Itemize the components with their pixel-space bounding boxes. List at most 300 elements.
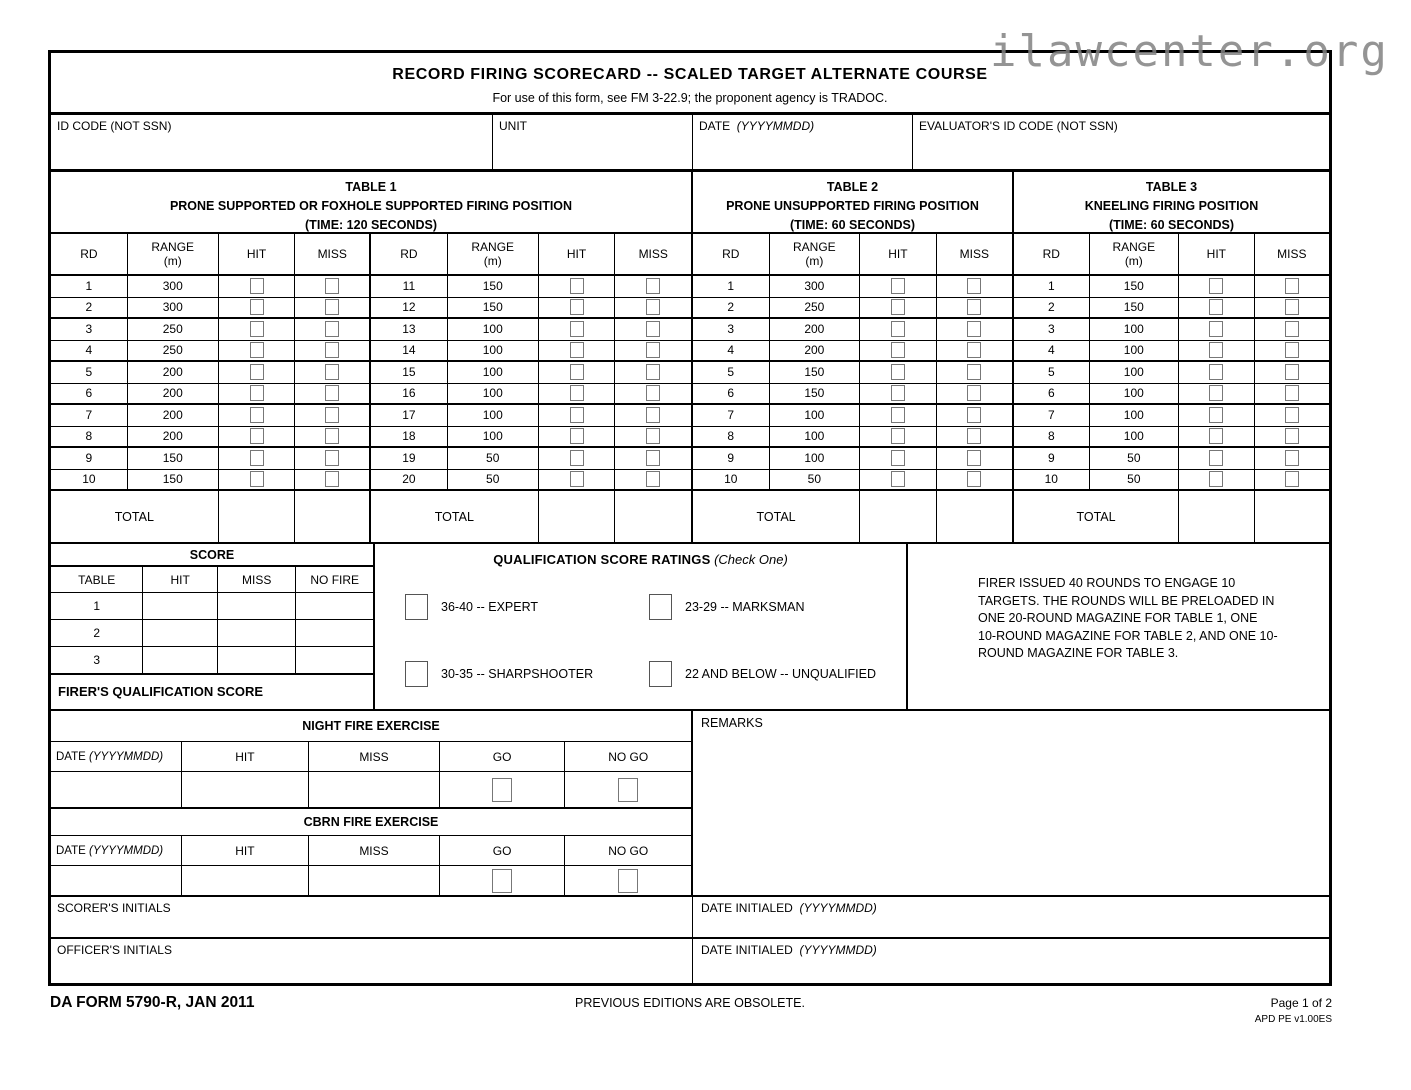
hit-total-cell[interactable] bbox=[1179, 491, 1255, 542]
range-cell: 200 bbox=[770, 341, 861, 363]
officer-initials-row bbox=[51, 939, 1329, 983]
hit-checkbox[interactable] bbox=[570, 407, 584, 423]
rd-cell: 10 bbox=[51, 470, 128, 492]
rd-cell: 2 bbox=[693, 298, 770, 320]
firing-table-3 bbox=[1014, 172, 1329, 542]
hit-checkbox[interactable] bbox=[250, 299, 264, 315]
miss-checkbox[interactable] bbox=[646, 299, 660, 315]
hit-checkbox[interactable] bbox=[570, 450, 584, 466]
night-fire-date-cell[interactable] bbox=[51, 772, 182, 807]
hit-cell bbox=[860, 341, 937, 363]
officer-date-initialed-field[interactable] bbox=[693, 939, 1329, 983]
score-col-miss: MISS bbox=[218, 567, 297, 593]
column-header: RD bbox=[51, 234, 128, 276]
miss-checkbox[interactable] bbox=[325, 450, 339, 466]
miss-checkbox[interactable] bbox=[325, 299, 339, 315]
hit-checkbox[interactable] bbox=[570, 428, 584, 444]
miss-checkbox[interactable] bbox=[1285, 321, 1299, 337]
miss-cell bbox=[937, 427, 1012, 449]
miss-checkbox[interactable] bbox=[325, 278, 339, 294]
miss-checkbox[interactable] bbox=[967, 428, 981, 444]
miss-checkbox[interactable] bbox=[967, 407, 981, 423]
miss-cell bbox=[1255, 384, 1329, 406]
miss-checkbox[interactable] bbox=[646, 278, 660, 294]
hit-checkbox[interactable] bbox=[1209, 278, 1223, 294]
rd-cell: 15 bbox=[371, 362, 448, 384]
total-label: TOTAL bbox=[1014, 491, 1179, 542]
hit-checkbox[interactable] bbox=[891, 450, 905, 466]
miss-cell bbox=[295, 427, 371, 449]
cbrn-fire-date-format: (YYYYMMDD) bbox=[89, 844, 164, 857]
miss-checkbox[interactable] bbox=[646, 450, 660, 466]
firer-qualification-score-label: FIRER'S QUALIFICATION SCORE bbox=[58, 684, 264, 699]
miss-checkbox[interactable] bbox=[1285, 471, 1299, 487]
hit-checkbox[interactable] bbox=[250, 278, 264, 294]
hit-checkbox[interactable] bbox=[1209, 299, 1223, 315]
miss-cell bbox=[295, 319, 371, 341]
range-cell: 150 bbox=[448, 298, 539, 320]
hit-cell bbox=[860, 319, 937, 341]
miss-cell bbox=[937, 384, 1012, 406]
score-table1-hit-cell[interactable] bbox=[143, 593, 218, 620]
score-table1-miss-cell[interactable] bbox=[218, 593, 297, 620]
miss-cell bbox=[615, 319, 691, 341]
miss-cell bbox=[295, 276, 371, 298]
range-cell: 100 bbox=[448, 362, 539, 384]
table-3-time: (TIME: 60 SECONDS) bbox=[1108, 218, 1234, 232]
officer-initials-field[interactable] bbox=[51, 939, 693, 983]
range-cell: 300 bbox=[128, 276, 219, 298]
miss-cell bbox=[1255, 298, 1329, 320]
score-row-label: 2 bbox=[51, 620, 143, 647]
hit-checkbox[interactable] bbox=[891, 385, 905, 401]
table-3-header bbox=[1014, 172, 1329, 234]
miss-checkbox[interactable] bbox=[646, 321, 660, 337]
cbrn-fire-date-cell[interactable] bbox=[51, 866, 182, 895]
hit-cell bbox=[860, 470, 937, 492]
table-1-header bbox=[51, 172, 691, 234]
hit-cell bbox=[539, 319, 616, 341]
qualification-title-text: QUALIFICATION SCORE RATINGS bbox=[493, 552, 711, 567]
cbrn-fire-nogo-header: NO GO bbox=[565, 836, 691, 866]
miss-checkbox[interactable] bbox=[967, 364, 981, 380]
hit-checkbox[interactable] bbox=[1209, 450, 1223, 466]
sharpshooter-checkbox[interactable] bbox=[405, 661, 428, 687]
cbrn-fire-miss-cell[interactable] bbox=[309, 866, 440, 895]
night-fire-nogo-cell bbox=[565, 772, 691, 807]
miss-cell bbox=[937, 341, 1012, 363]
range-cell: 200 bbox=[128, 427, 219, 449]
miss-cell bbox=[615, 448, 691, 470]
column-header: RD bbox=[1014, 234, 1090, 276]
hit-checkbox[interactable] bbox=[1209, 428, 1223, 444]
rd-cell: 3 bbox=[693, 319, 770, 341]
rd-cell: 20 bbox=[371, 470, 448, 492]
miss-checkbox[interactable] bbox=[646, 364, 660, 380]
cbrn-fire-go-checkbox[interactable] bbox=[492, 869, 512, 893]
range-cell: 150 bbox=[128, 448, 219, 470]
range-cell: 100 bbox=[448, 341, 539, 363]
miss-checkbox[interactable] bbox=[646, 342, 660, 358]
hit-cell bbox=[1179, 427, 1255, 449]
hit-checkbox[interactable] bbox=[250, 428, 264, 444]
hit-cell bbox=[219, 276, 296, 298]
miss-cell bbox=[1255, 276, 1329, 298]
table-1-title: TABLE 1 bbox=[345, 180, 397, 194]
hit-checkbox[interactable] bbox=[891, 471, 905, 487]
cbrn-fire-hit-header: HIT bbox=[182, 836, 310, 866]
range-cell: 100 bbox=[770, 427, 861, 449]
unqualified-checkbox[interactable] bbox=[649, 661, 672, 687]
night-fire-nogo-checkbox[interactable] bbox=[618, 778, 638, 802]
miss-checkbox[interactable] bbox=[1285, 342, 1299, 358]
rd-cell: 1 bbox=[1014, 276, 1090, 298]
miss-cell bbox=[615, 298, 691, 320]
rd-cell: 5 bbox=[51, 362, 128, 384]
miss-cell bbox=[615, 362, 691, 384]
miss-checkbox[interactable] bbox=[1285, 407, 1299, 423]
hit-cell bbox=[860, 427, 937, 449]
scorer-initials-row bbox=[51, 897, 1329, 939]
range-cell: 250 bbox=[770, 298, 861, 320]
column-header: MISS bbox=[937, 234, 1012, 276]
id-code-label: ID CODE (NOT SSN) bbox=[57, 119, 172, 133]
miss-cell bbox=[937, 405, 1012, 427]
unqualified-label: 22 AND BELOW -- UNQUALIFIED bbox=[685, 667, 877, 681]
score-table3-nofire-cell[interactable] bbox=[296, 647, 373, 674]
hit-checkbox[interactable] bbox=[891, 364, 905, 380]
range-cell: 100 bbox=[770, 405, 861, 427]
rd-cell: 7 bbox=[1014, 405, 1090, 427]
hit-total-cell[interactable] bbox=[539, 491, 616, 542]
miss-total-cell[interactable] bbox=[295, 491, 371, 542]
scorer-date-initialed-field[interactable] bbox=[693, 897, 1329, 937]
hit-checkbox[interactable] bbox=[891, 299, 905, 315]
hit-cell bbox=[539, 298, 616, 320]
hit-checkbox[interactable] bbox=[1209, 471, 1223, 487]
range-cell: 150 bbox=[128, 470, 219, 492]
hit-checkbox[interactable] bbox=[570, 321, 584, 337]
night-fire-hit-cell[interactable] bbox=[182, 772, 310, 807]
score-title: SCORE bbox=[51, 544, 373, 567]
rd-cell: 4 bbox=[1014, 341, 1090, 363]
range-cell: 50 bbox=[770, 470, 861, 492]
range-cell: 150 bbox=[1090, 276, 1179, 298]
date-initialed-format: (YYYYMMDD) bbox=[799, 943, 877, 957]
miss-checkbox[interactable] bbox=[325, 364, 339, 380]
hit-checkbox[interactable] bbox=[1209, 342, 1223, 358]
range-cell: 250 bbox=[128, 341, 219, 363]
miss-checkbox[interactable] bbox=[967, 471, 981, 487]
score-row-label: 3 bbox=[51, 647, 143, 674]
date-initialed-format: (YYYYMMDD) bbox=[799, 901, 877, 915]
range-cell: 250 bbox=[128, 319, 219, 341]
rd-cell: 1 bbox=[693, 276, 770, 298]
firing-table-2-grid bbox=[693, 234, 1012, 542]
hit-cell bbox=[860, 405, 937, 427]
obsolete-notice: PREVIOUS EDITIONS ARE OBSOLETE. bbox=[575, 996, 805, 1010]
miss-checkbox[interactable] bbox=[967, 299, 981, 315]
column-header: MISS bbox=[1255, 234, 1329, 276]
rd-cell: 6 bbox=[51, 384, 128, 406]
miss-cell bbox=[615, 341, 691, 363]
miss-checkbox[interactable] bbox=[325, 321, 339, 337]
range-cell: 200 bbox=[770, 319, 861, 341]
range-cell: 100 bbox=[448, 427, 539, 449]
miss-checkbox[interactable] bbox=[1285, 278, 1299, 294]
evaluator-id-label: EVALUATOR'S ID CODE (NOT SSN) bbox=[919, 119, 1118, 133]
scorer-initials-field[interactable] bbox=[51, 897, 693, 937]
rd-cell: 4 bbox=[693, 341, 770, 363]
column-header: RANGE (m) bbox=[448, 234, 539, 276]
rd-cell: 5 bbox=[1014, 362, 1090, 384]
miss-cell bbox=[295, 470, 371, 492]
date-label: DATE bbox=[699, 119, 731, 133]
night-fire-miss-cell[interactable] bbox=[309, 772, 440, 807]
hit-cell bbox=[219, 362, 296, 384]
hit-checkbox[interactable] bbox=[250, 450, 264, 466]
form-title: RECORD FIRING SCORECARD -- SCALED TARGET ALTERNATE COURSE bbox=[392, 66, 988, 83]
hit-checkbox[interactable] bbox=[250, 321, 264, 337]
hit-total-cell[interactable] bbox=[860, 491, 937, 542]
column-header: RD bbox=[693, 234, 770, 276]
hit-cell bbox=[539, 470, 616, 492]
rd-cell: 11 bbox=[371, 276, 448, 298]
miss-checkbox[interactable] bbox=[1285, 428, 1299, 444]
hit-checkbox[interactable] bbox=[1209, 407, 1223, 423]
miss-checkbox[interactable] bbox=[967, 450, 981, 466]
miss-cell bbox=[615, 470, 691, 492]
hit-checkbox[interactable] bbox=[1209, 385, 1223, 401]
rd-cell: 4 bbox=[51, 341, 128, 363]
night-fire-go-checkbox[interactable] bbox=[492, 778, 512, 802]
rd-cell: 12 bbox=[371, 298, 448, 320]
cbrn-fire-go-cell bbox=[440, 866, 566, 895]
range-cell: 300 bbox=[770, 276, 861, 298]
range-cell: 100 bbox=[448, 319, 539, 341]
rd-cell: 8 bbox=[1014, 427, 1090, 449]
hit-cell bbox=[539, 448, 616, 470]
cbrn-fire-nogo-checkbox[interactable] bbox=[618, 869, 638, 893]
range-cell: 100 bbox=[1090, 319, 1179, 341]
column-header: HIT bbox=[539, 234, 616, 276]
range-cell: 100 bbox=[1090, 405, 1179, 427]
rd-cell: 7 bbox=[51, 405, 128, 427]
score-table3-hit-cell[interactable] bbox=[143, 647, 218, 674]
miss-cell bbox=[1255, 405, 1329, 427]
range-cell: 50 bbox=[448, 448, 539, 470]
hit-checkbox[interactable] bbox=[891, 321, 905, 337]
night-fire-date-label: DATE bbox=[56, 750, 86, 763]
date-field[interactable] bbox=[693, 115, 913, 169]
check-one-label: (Check One) bbox=[714, 552, 788, 567]
range-cell: 200 bbox=[128, 362, 219, 384]
table-2-header bbox=[693, 172, 1012, 234]
hit-checkbox[interactable] bbox=[250, 471, 264, 487]
date-format-label: (YYYYMMDD) bbox=[736, 119, 815, 133]
column-header: RANGE (m) bbox=[770, 234, 861, 276]
miss-cell bbox=[295, 298, 371, 320]
hit-checkbox[interactable] bbox=[570, 364, 584, 380]
column-header: HIT bbox=[219, 234, 296, 276]
score-table2-nofire-cell[interactable] bbox=[296, 620, 373, 647]
hit-checkbox[interactable] bbox=[1209, 364, 1223, 380]
score-table2-miss-cell[interactable] bbox=[218, 620, 297, 647]
hit-checkbox[interactable] bbox=[570, 299, 584, 315]
miss-checkbox[interactable] bbox=[1285, 450, 1299, 466]
miss-total-cell[interactable] bbox=[615, 491, 691, 542]
miss-checkbox[interactable] bbox=[967, 278, 981, 294]
score-col-table: TABLE bbox=[51, 567, 143, 593]
hit-cell bbox=[539, 405, 616, 427]
hit-checkbox[interactable] bbox=[891, 428, 905, 444]
miss-cell bbox=[295, 362, 371, 384]
miss-cell bbox=[937, 362, 1012, 384]
form-subtitle: For use of this form, see FM 3-22.9; the proponent agency is TRADOC. bbox=[492, 91, 888, 105]
hit-checkbox[interactable] bbox=[250, 385, 264, 401]
hit-checkbox[interactable] bbox=[250, 407, 264, 423]
miss-cell bbox=[1255, 319, 1329, 341]
page-indicator: Page 1 of 2 bbox=[1270, 996, 1332, 1010]
rd-cell: 6 bbox=[693, 384, 770, 406]
table-2-time: (TIME: 60 SECONDS) bbox=[789, 218, 915, 232]
apd-version: APD PE v1.00ES bbox=[1254, 1014, 1332, 1025]
exercises-remarks-row bbox=[51, 711, 1329, 897]
total-label: TOTAL bbox=[693, 491, 860, 542]
rd-cell: 9 bbox=[693, 448, 770, 470]
score-col-hit: HIT bbox=[143, 567, 218, 593]
miss-checkbox[interactable] bbox=[325, 407, 339, 423]
evaluator-id-field[interactable] bbox=[913, 115, 1329, 169]
marksman-checkbox[interactable] bbox=[649, 594, 672, 620]
rd-cell: 1 bbox=[51, 276, 128, 298]
miss-checkbox[interactable] bbox=[646, 407, 660, 423]
miss-cell bbox=[295, 448, 371, 470]
night-fire-nogo-header: NO GO bbox=[565, 742, 691, 772]
rd-cell: 9 bbox=[51, 448, 128, 470]
column-header: RANGE (m) bbox=[1090, 234, 1179, 276]
hit-cell bbox=[219, 319, 296, 341]
hit-cell bbox=[539, 384, 616, 406]
hit-cell bbox=[539, 276, 616, 298]
hit-total-cell[interactable] bbox=[219, 491, 296, 542]
miss-checkbox[interactable] bbox=[967, 342, 981, 358]
hit-checkbox[interactable] bbox=[250, 364, 264, 380]
range-cell: 100 bbox=[448, 384, 539, 406]
score-row-label: 1 bbox=[51, 593, 143, 620]
table-3-title: TABLE 3 bbox=[1145, 180, 1198, 194]
miss-cell bbox=[1255, 470, 1329, 492]
rd-cell: 16 bbox=[371, 384, 448, 406]
night-fire-hit-header: HIT bbox=[182, 742, 310, 772]
cbrn-fire-title: CBRN FIRE EXERCISE bbox=[51, 807, 691, 836]
rd-cell: 9 bbox=[1014, 448, 1090, 470]
miss-checkbox[interactable] bbox=[325, 342, 339, 358]
miss-total-cell[interactable] bbox=[1255, 491, 1329, 542]
score-table2-hit-cell[interactable] bbox=[143, 620, 218, 647]
hit-cell bbox=[1179, 276, 1255, 298]
hit-checkbox[interactable] bbox=[570, 278, 584, 294]
expert-checkbox[interactable] bbox=[405, 594, 428, 620]
hit-checkbox[interactable] bbox=[891, 278, 905, 294]
miss-checkbox[interactable] bbox=[1285, 364, 1299, 380]
night-fire-date-header bbox=[51, 742, 182, 772]
hit-checkbox[interactable] bbox=[250, 342, 264, 358]
hit-checkbox[interactable] bbox=[891, 407, 905, 423]
cbrn-fire-go-header: GO bbox=[440, 836, 566, 866]
score-table3-miss-cell[interactable] bbox=[218, 647, 297, 674]
hit-cell bbox=[860, 276, 937, 298]
hit-cell bbox=[219, 427, 296, 449]
score-grid bbox=[51, 567, 373, 674]
miss-cell bbox=[1255, 448, 1329, 470]
miss-checkbox[interactable] bbox=[1285, 385, 1299, 401]
hit-checkbox[interactable] bbox=[570, 385, 584, 401]
score-col-nofire: NO FIRE bbox=[296, 567, 373, 593]
hit-checkbox[interactable] bbox=[1209, 321, 1223, 337]
rating-option-marksman bbox=[649, 594, 804, 620]
night-fire-date-format: (YYYYMMDD) bbox=[89, 750, 164, 763]
rd-cell: 2 bbox=[51, 298, 128, 320]
miss-checkbox[interactable] bbox=[646, 471, 660, 487]
hit-cell bbox=[1179, 319, 1255, 341]
miss-cell bbox=[295, 405, 371, 427]
rd-cell: 5 bbox=[693, 362, 770, 384]
hit-checkbox[interactable] bbox=[570, 471, 584, 487]
miss-checkbox[interactable] bbox=[646, 385, 660, 401]
unit-label: UNIT bbox=[499, 119, 527, 133]
hit-checkbox[interactable] bbox=[570, 342, 584, 358]
exercises-column bbox=[51, 711, 693, 895]
firing-table-2 bbox=[693, 172, 1014, 542]
unit-field[interactable] bbox=[493, 115, 693, 169]
miss-checkbox[interactable] bbox=[1285, 299, 1299, 315]
hit-cell bbox=[539, 362, 616, 384]
rating-option-sharpshooter bbox=[405, 661, 593, 687]
score-table1-nofire-cell[interactable] bbox=[296, 593, 373, 620]
firer-qualification-score-field[interactable] bbox=[51, 674, 373, 709]
miss-cell bbox=[937, 276, 1012, 298]
night-fire-go-cell bbox=[440, 772, 566, 807]
miss-cell bbox=[937, 319, 1012, 341]
miss-checkbox[interactable] bbox=[646, 428, 660, 444]
hit-cell bbox=[1179, 405, 1255, 427]
hit-cell bbox=[860, 384, 937, 406]
da-form-5790r bbox=[48, 50, 1332, 986]
range-cell: 200 bbox=[128, 384, 219, 406]
miss-checkbox[interactable] bbox=[967, 385, 981, 401]
miss-checkbox[interactable] bbox=[325, 471, 339, 487]
hit-cell bbox=[539, 427, 616, 449]
remarks-field[interactable] bbox=[693, 711, 1329, 895]
hit-cell bbox=[1179, 470, 1255, 492]
miss-checkbox[interactable] bbox=[967, 321, 981, 337]
cbrn-fire-hit-cell[interactable] bbox=[182, 866, 310, 895]
miss-cell bbox=[1255, 341, 1329, 363]
id-code-field[interactable] bbox=[51, 115, 493, 169]
night-fire-go-header: GO bbox=[440, 742, 566, 772]
officer-initials-label: OFFICER'S INITIALS bbox=[57, 943, 172, 957]
rd-cell: 2 bbox=[1014, 298, 1090, 320]
hit-cell bbox=[1179, 448, 1255, 470]
range-cell: 50 bbox=[1090, 448, 1179, 470]
miss-checkbox[interactable] bbox=[325, 385, 339, 401]
miss-total-cell[interactable] bbox=[937, 491, 1012, 542]
rd-cell: 7 bbox=[693, 405, 770, 427]
range-cell: 100 bbox=[1090, 427, 1179, 449]
miss-checkbox[interactable] bbox=[325, 428, 339, 444]
hit-checkbox[interactable] bbox=[891, 342, 905, 358]
